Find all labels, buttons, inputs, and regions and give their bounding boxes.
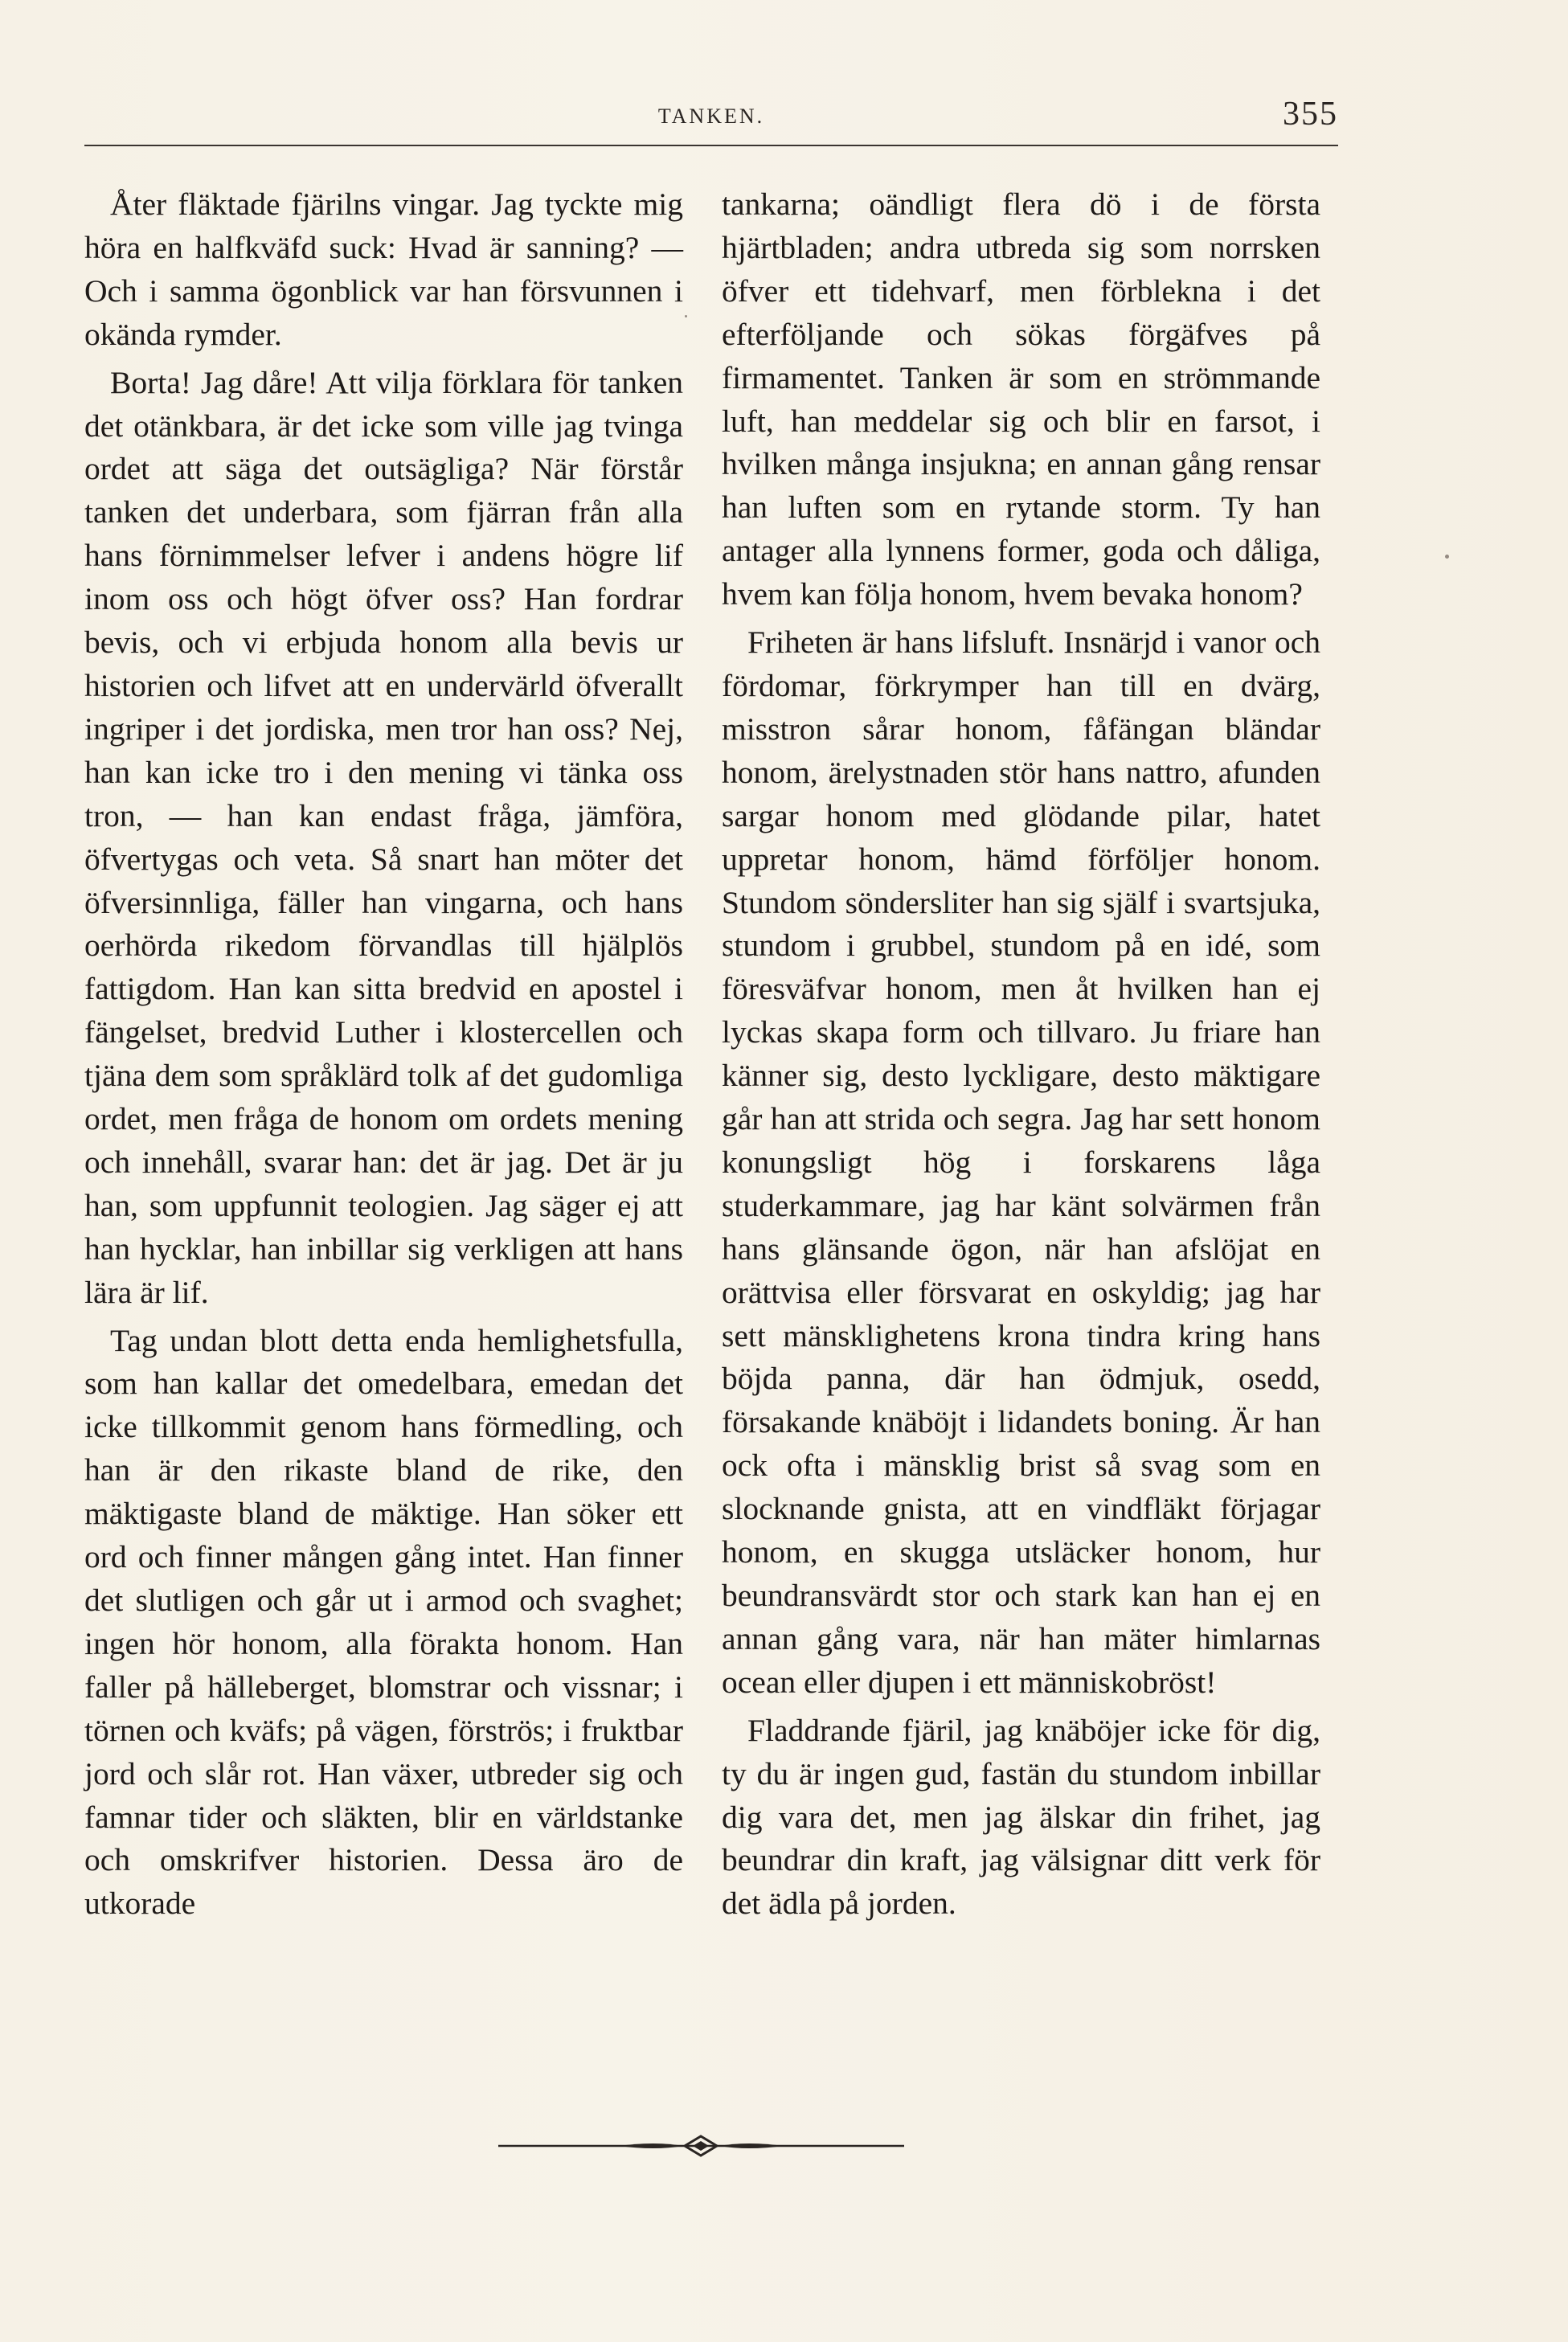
left-column [84, 183, 683, 1931]
left-paragraph-2: Borta! Jag dåre! Att vilja förklara för tanken det otänkbara, är det icke som ville jag tvinga ordet att säga det outsägliga? När förstår tanken det underbara, som fjärran från alla hans förnimmelser lefver i andens högre lif inom oss och högt öfver oss? Han fordrar bevis, och vi erbjuda honom alla bevis ur historien och lifvet att en undervärld öfverallt ingriper i det jordiska, men tror han oss? Nej, han kan icke tro i den mening vi tänka oss tron, — han kan endast fråga, jämföra, öfvertygas och veta. Så snart han möter det öfversinnliga, fäller han vingarna, och hans oerhörda rikedom förvandlas till hjälplös fattigdom. Han kan sitta bredvid en apostel i fängelset, bredvid Luther i klostercellen och tjäna dem som språklärd tolk af det gudomliga ordet, men fråga de honom om ordets mening och innehåll, svarar han: det är jag. Det är ju han, som uppfunnit teologien. Jag säger ej att han hycklar, han inbillar sig verkligen att hans lära är lif. [84, 364, 683, 1310]
left-paragraph-3: Tag undan blott detta enda hemlighetsfulla, som han kallar det omedelbara, emedan det icke tillkommit genom hans förmedling, och han är den rikaste bland de rike, den mäktigaste bland de mäktige. Han söker ett ord och finner mången gång intet. Han finner det slutligen och går ut i armod och svaghet; ingen hör honom, alla förakta honom. Han faller på hälleberget, blomstrar och vissnar; i törnen och kväfs; på vägen, förströs; i fruktbar jord och slår rot. Han växer, utbreder sig och famnar tider och släkten, blir en världstanke och omskrifver historien. Dessa äro de utkorade [84, 1322, 683, 1922]
running-head [84, 95, 1338, 143]
tailpiece-ornament-icon [498, 2122, 904, 2170]
right-column [722, 183, 1320, 1931]
right-paragraph-1: tankarna; oändligt flera dö i de första hjärtbladen; andra utbreda sig som norrsken öfver ett tidehvarf, men förblekna i det efterföljande och sökas förgäfves på firmamentet. Tanken är som en strömmande luft, han meddelar sig och blir en farsot, i hvilken många insjukna; en annan gång rensar han luften som en rytande storm. Ty han antager alla lynnens former, goda och dåliga, hvem kan följa honom, hvem bevaka honom? [722, 186, 1320, 612]
paper-spot [685, 315, 687, 317]
right-paragraph-2: Friheten är hans lifsluft. Insnärjd i vanor och fördomar, förkrymper han till en dvärg, misstron sårar honom, fåfängan bländar honom, ärelystnaden stör hans nattro, afunden sargar honom med glödande pilar, hatet uppretar honom, hämd förföljer honom. Stundom söndersliter han sig själf i svartsjuka, stundom i grubbel, stundom på en idé, som föresväfvar honom, men åt hvilken han ej lyckas skapa form och tillvaro. Ju friare han känner sig, desto lyckligare, desto mäktigare går han att strida och segra. Jag har sett honom konungsligt hög i forskarens låga studerkammare, jag har känt solvärmen från hans glänsande ögon, när han afslöjat en orättvisa eller försvarat en oskyldig; jag har sett mänsklighetens krona tindra kring hans böjda panna, där han ödmjuk, osedd, försakande knäböjt i lidandets boning. Är han ock ofta i mänsklig brist så svag som en slocknande gnista, att en vindfläkt förjagar honom, en skugga utsläcker honom, hur beundransvärdt stor och stark kan han ej en annan gång vara, när han mäter himlarnas ocean eller djupen i ett människobröst! [722, 624, 1320, 1700]
left-paragraph-1: Åter fläktade fjärilns vingar. Jag tyckte mig höra en halfkväfd suck: Hvad är sanning? — Och i samma ögonblick var han försvunnen i okända rymder. [84, 186, 683, 352]
running-title: TANKEN. [657, 104, 765, 128]
paper-spot [1445, 555, 1449, 559]
right-paragraph-3: Fladdrande fjäril, jag knäböjer icke för dig, ty du är ingen gud, fastän du stundom inbillar dig vara det, men jag älskar din frihet, jag beundrar din kraft, jag välsignar ditt verk för det ädla på jorden. [722, 1712, 1320, 1922]
page-number: 355 [1283, 96, 1338, 133]
header-rule [84, 145, 1338, 146]
